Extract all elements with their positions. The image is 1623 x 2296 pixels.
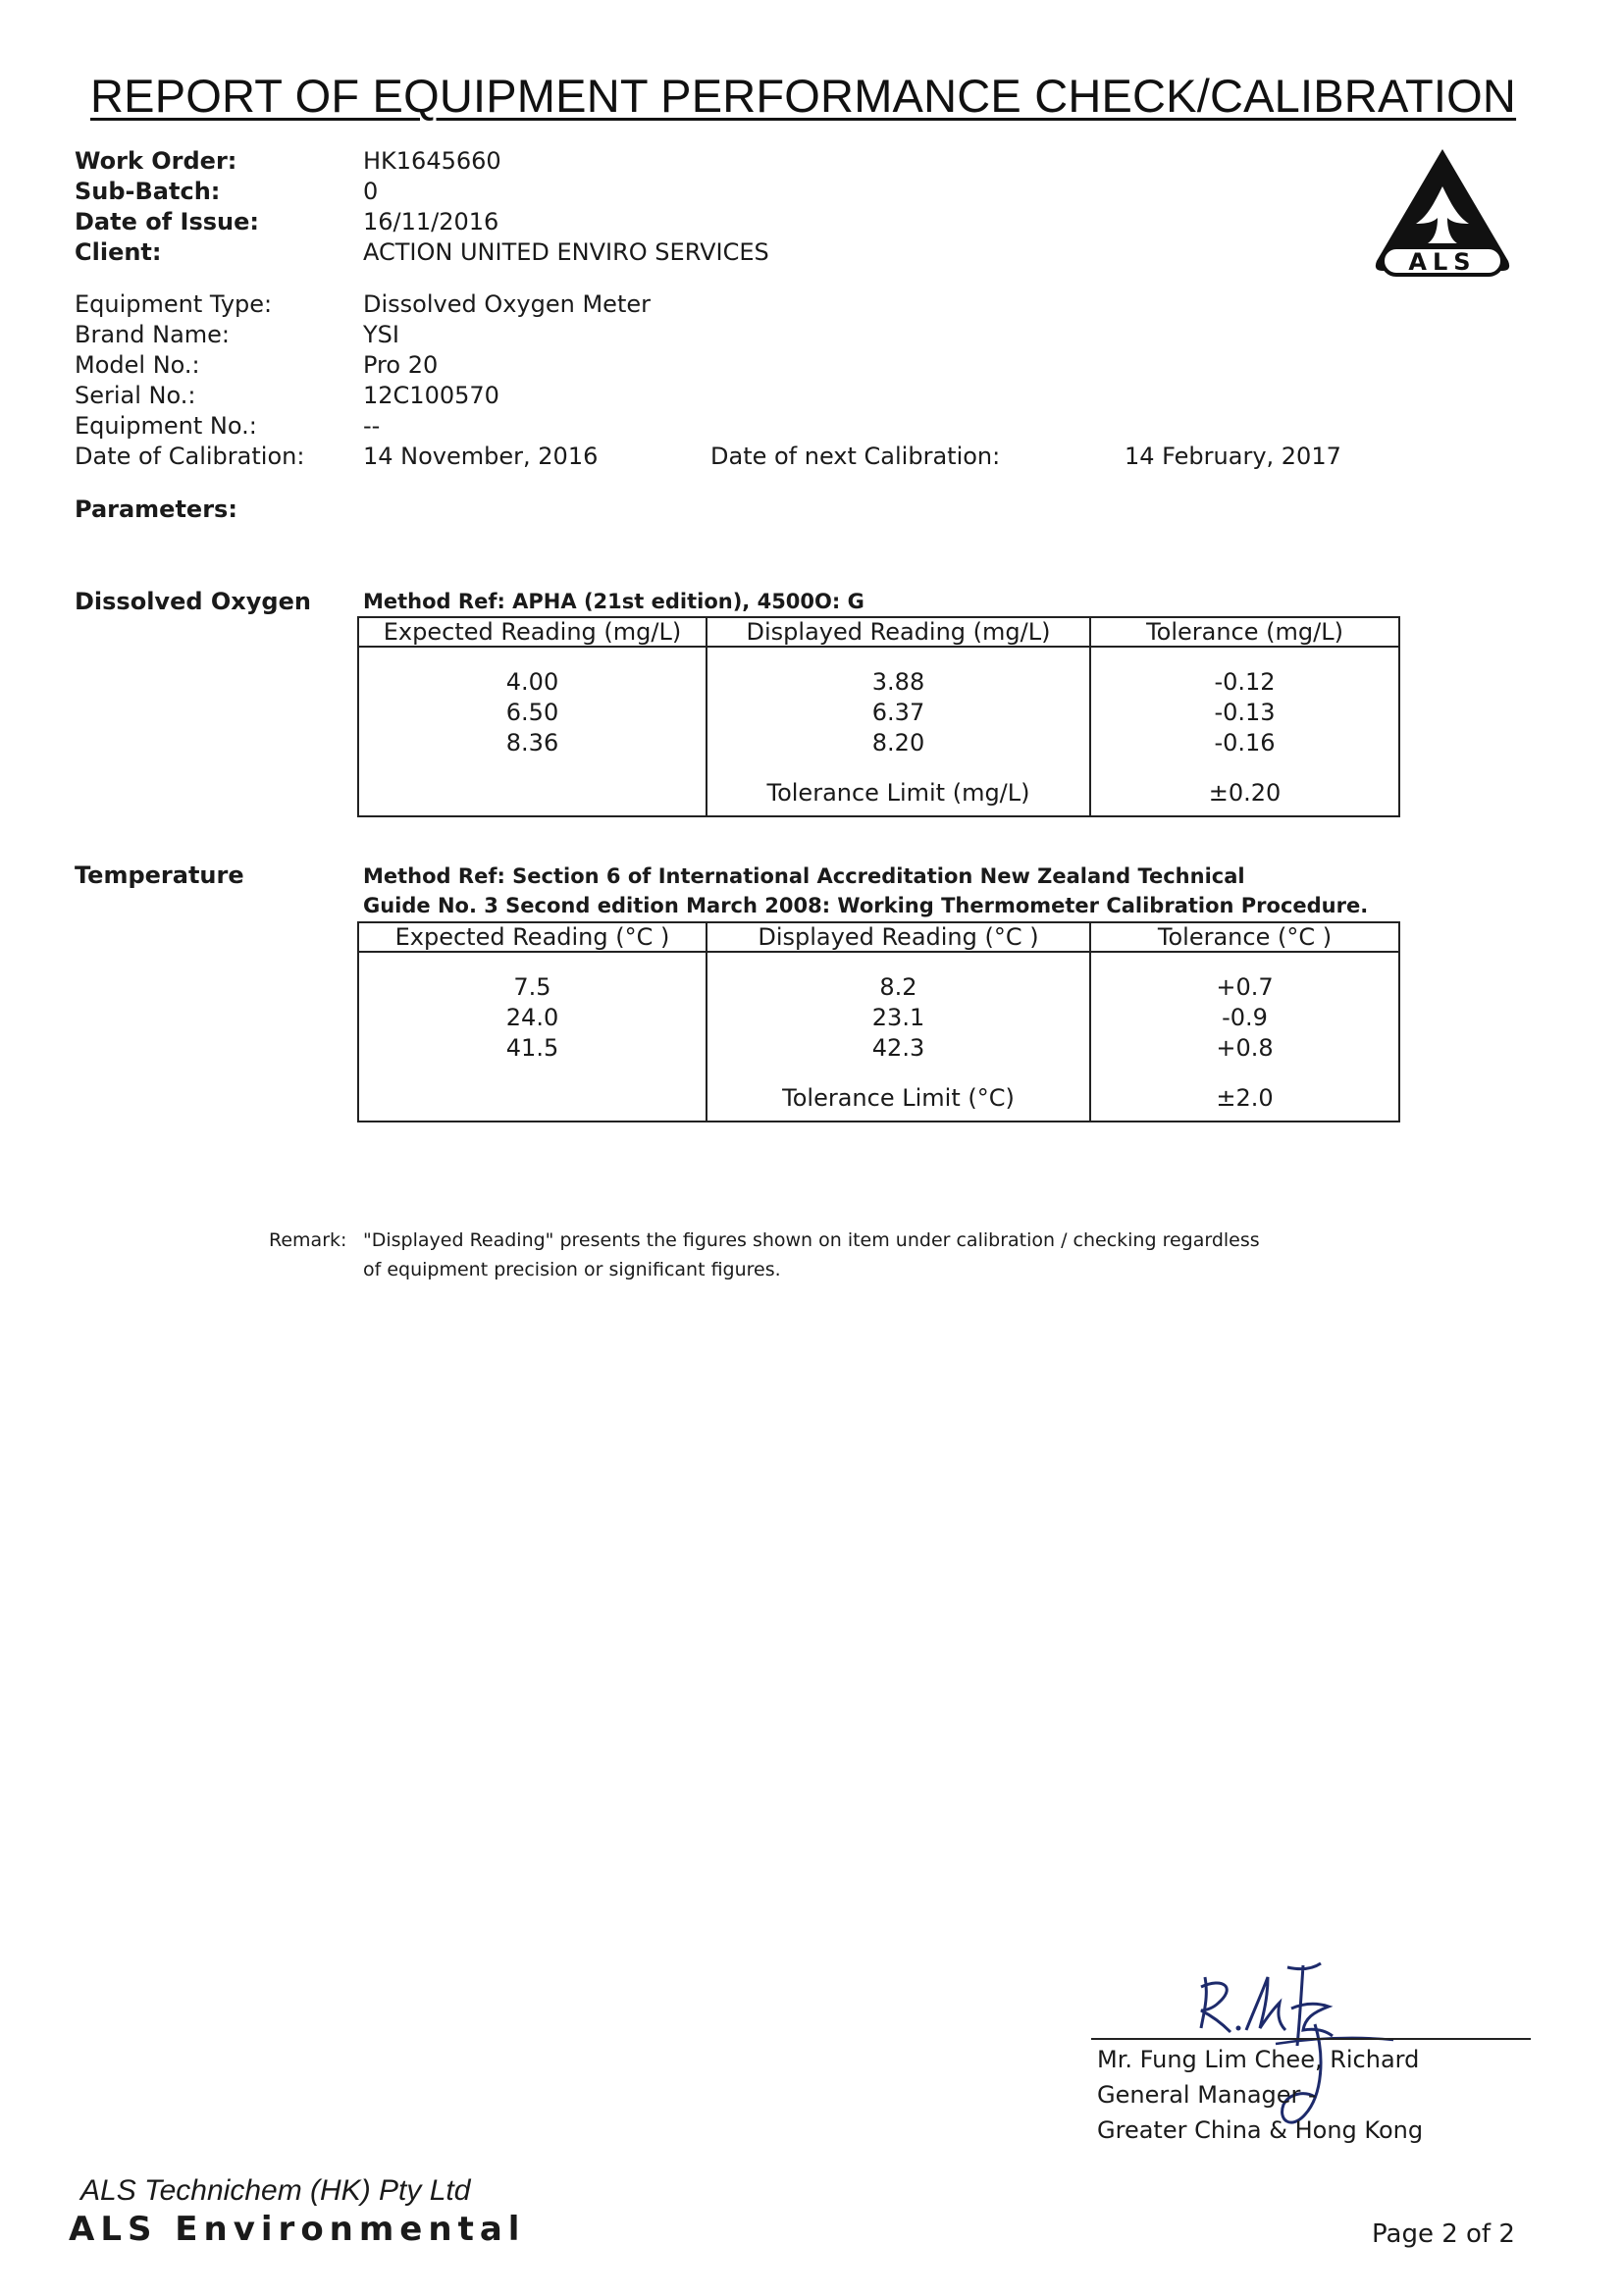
temp-limit-row <box>358 1083 1399 1122</box>
do-limit-label: Tolerance Limit (mg/L) <box>707 778 1090 816</box>
temp-expected-cell: 41.5 <box>358 1033 707 1064</box>
do-section-label: Dissolved Oxygen <box>75 588 311 615</box>
temp-header-tolerance: Tolerance (°C ) <box>1090 922 1399 952</box>
model-no-value: Pro 20 <box>363 351 439 379</box>
signature-line <box>1091 2038 1531 2040</box>
do-method-ref: Method Ref: APHA (21st edition), 4500O: G <box>363 590 864 613</box>
temp-header-row <box>358 922 1399 952</box>
temp-expected-cell: 24.0 <box>358 1003 707 1033</box>
table-row <box>358 1033 1399 1064</box>
equipment-type-value: Dissolved Oxygen Meter <box>363 290 651 318</box>
do-header-displayed: Displayed Reading (mg/L) <box>707 617 1090 647</box>
client-value: ACTION UNITED ENVIRO SERVICES <box>363 238 769 266</box>
remark-label: Remark: <box>269 1229 347 1251</box>
signatory-region: Greater China & Hong Kong <box>1097 2116 1424 2144</box>
do-header-row <box>358 617 1399 647</box>
do-expected-cell: 6.50 <box>358 698 707 728</box>
temp-header-expected: Expected Reading (°C ) <box>358 922 707 952</box>
temp-limit-label: Tolerance Limit (°C) <box>707 1083 1090 1122</box>
date-of-calibration-label: Date of Calibration: <box>75 443 305 470</box>
table-row <box>358 972 1399 1003</box>
temp-tolerance-cell: +0.8 <box>1090 1033 1399 1064</box>
als-logo <box>1369 145 1516 281</box>
logo-text: ALS <box>1408 248 1477 276</box>
sub-batch-label: Sub-Batch: <box>75 178 221 205</box>
temp-displayed-cell: 42.3 <box>707 1033 1090 1064</box>
parameters-label: Parameters: <box>75 496 237 523</box>
footer-company: ALS Technichem (HK) Pty Ltd <box>80 2174 471 2207</box>
work-order-value: HK1645660 <box>363 147 501 175</box>
sub-batch-value: 0 <box>363 178 379 205</box>
signatory-name: Mr. Fung Lim Chee, Richard <box>1097 2046 1420 2073</box>
serial-no-value: 12C100570 <box>363 382 499 409</box>
temp-tolerance-cell: -0.9 <box>1090 1003 1399 1033</box>
table-row <box>358 728 1399 758</box>
do-tolerance-cell: -0.16 <box>1090 728 1399 758</box>
do-displayed-cell: 3.88 <box>707 667 1090 698</box>
do-limit-row <box>358 778 1399 816</box>
temp-table <box>357 921 1400 1122</box>
brand-name-value: YSI <box>363 321 399 348</box>
do-expected-cell: 8.36 <box>358 728 707 758</box>
temp-displayed-cell: 23.1 <box>707 1003 1090 1033</box>
serial-no-label: Serial No.: <box>75 382 196 409</box>
temp-header-displayed: Displayed Reading (°C ) <box>707 922 1090 952</box>
temp-section-label: Temperature <box>75 861 244 889</box>
equipment-no-value: -- <box>363 412 381 440</box>
model-no-label: Model No.: <box>75 351 200 379</box>
temp-tolerance-cell: +0.7 <box>1090 972 1399 1003</box>
remark-line1: "Displayed Reading" presents the figures shown on item under calibration / checking regardless <box>363 1229 1260 1251</box>
date-of-issue-value: 16/11/2016 <box>363 208 499 235</box>
temp-displayed-cell: 8.2 <box>707 972 1090 1003</box>
report-title: REPORT OF EQUIPMENT PERFORMANCE CHECK/CALIBRATION <box>90 70 1517 122</box>
do-tolerance-cell: -0.13 <box>1090 698 1399 728</box>
temp-limit-value: ±2.0 <box>1090 1083 1399 1122</box>
equipment-type-label: Equipment Type: <box>75 290 273 318</box>
footer-brand: ALS Environmental <box>69 2210 526 2249</box>
do-limit-value: ±0.20 <box>1090 778 1399 816</box>
do-table <box>357 616 1400 817</box>
next-calibration-label: Date of next Calibration: <box>710 443 1001 470</box>
do-displayed-cell: 6.37 <box>707 698 1090 728</box>
do-header-tolerance: Tolerance (mg/L) <box>1090 617 1399 647</box>
client-label: Client: <box>75 238 162 266</box>
table-row <box>358 1003 1399 1033</box>
page-number: Page 2 of 2 <box>1372 2219 1515 2249</box>
signatory-title: General Manager - <box>1097 2081 1317 2109</box>
temp-expected-cell: 7.5 <box>358 972 707 1003</box>
do-tolerance-cell: -0.12 <box>1090 667 1399 698</box>
remark-line2: of equipment precision or significant figures. <box>363 1259 781 1280</box>
table-row <box>358 667 1399 698</box>
work-order-label: Work Order: <box>75 147 237 175</box>
do-displayed-cell: 8.20 <box>707 728 1090 758</box>
do-expected-cell: 4.00 <box>358 667 707 698</box>
temp-method-ref-line2: Guide No. 3 Second edition March 2008: Working Thermometer Calibration Procedure. <box>363 894 1369 917</box>
brand-name-label: Brand Name: <box>75 321 231 348</box>
date-of-calibration-value: 14 November, 2016 <box>363 443 599 470</box>
temp-method-ref-line1: Method Ref: Section 6 of International Accreditation New Zealand Technical <box>363 864 1245 888</box>
next-calibration-value: 14 February, 2017 <box>1125 443 1341 470</box>
date-of-issue-label: Date of Issue: <box>75 208 259 235</box>
table-row <box>358 698 1399 728</box>
equipment-no-label: Equipment No.: <box>75 412 257 440</box>
do-header-expected: Expected Reading (mg/L) <box>358 617 707 647</box>
